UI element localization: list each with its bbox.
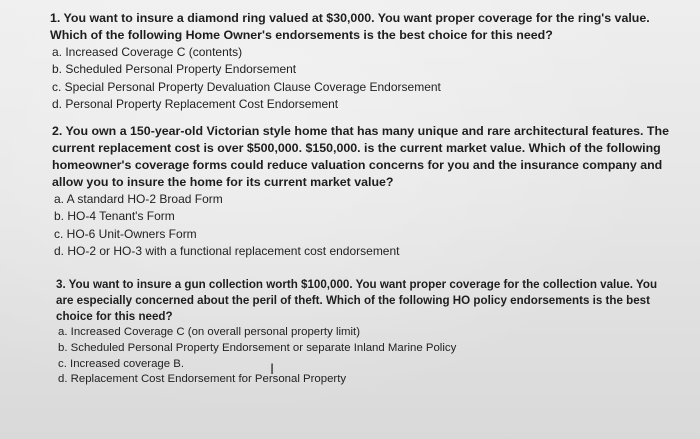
question-1-option-c: c. Special Personal Property Devaluation Clause Coverage Endorsement <box>52 79 441 94</box>
question-1-stem: 1. You want to insure a diamond ring valued at $30,000. You want proper coverage for the ring's value. Which of the following Home Owner's endorsements is the best choice for this need? <box>50 11 650 42</box>
question-3-option-c: c. Increased coverage B. <box>58 357 184 370</box>
question-1-option-a: a. Increased Coverage C (contents) <box>52 45 243 59</box>
question-3-stem: 3. You want to insure a gun collection worth $100,000. You want proper coverage for the collection value. You are especially concerned about the peril of theft. Which of the following HO policy endorsements is the best choice for this need? <box>56 278 658 323</box>
question-3-option-b: b. Scheduled Personal Property Endorsement or separate Inland Marine Policy <box>58 341 457 354</box>
question-3-option-d: d. Replacement Cost Endorsement for Personal Property <box>58 373 347 386</box>
question-1 <box>50 10 670 114</box>
question-2-stem: 2. You own a 150-year-old Victorian style home that has many unique and rare architectural features. The current replacement cost is over $500,000. $150,000. is the current market value. Which of the following homeowner's coverage forms could reduce valuation concerns for you and the insurance company and allow you to insure the home for its current market value? <box>52 124 669 189</box>
question-2-option-d: d. HO-2 or HO-3 with a functional replacement cost endorsement <box>54 244 400 259</box>
question-1-option-b: b. Scheduled Personal Property Endorsement <box>52 62 297 77</box>
question-2-option-c: c. HO-6 Unit-Owners Form <box>54 226 197 241</box>
question-3 <box>56 277 676 388</box>
text-cursor-icon: I <box>270 362 275 378</box>
question-3-option-a: a. Increased Coverage C (on overall personal property limit) <box>58 326 360 338</box>
question-2-option-a: a. A standard HO-2 Broad Form <box>54 192 223 206</box>
question-2 <box>52 123 672 261</box>
question-1-option-d: d. Personal Property Replacement Cost Endorsement <box>52 97 339 112</box>
question-2-option-b: b. HO-4 Tenant's Form <box>54 209 175 224</box>
